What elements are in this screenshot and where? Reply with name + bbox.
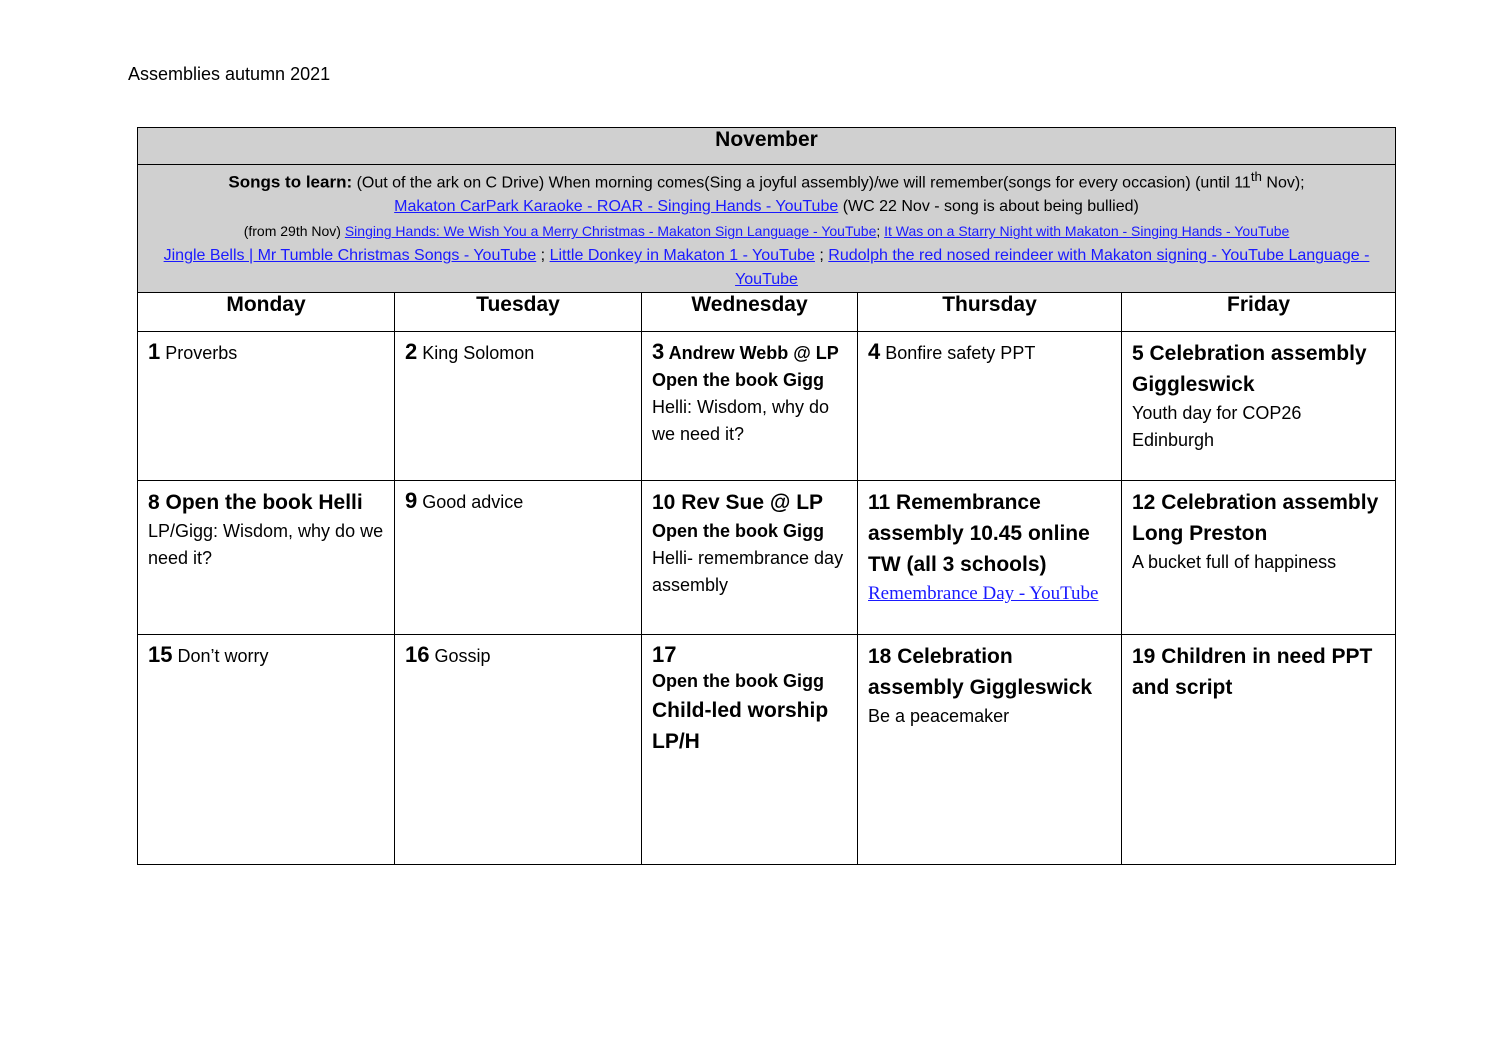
link-jingle-bells[interactable]: Jingle Bells | Mr Tumble Christmas Songs - YouTube [163, 247, 537, 265]
day-entry-line: Open the book Gigg [652, 521, 824, 542]
songs-to-learn-panel [138, 165, 1396, 293]
link1-note: (WC 22 Nov - song is about being bullied) [838, 198, 1139, 216]
link-rudolph[interactable]: Rudolph the red nosed reindeer with Makaton signing - YouTube Language - YouTube [735, 247, 1370, 289]
link-starry-night[interactable]: It Was on a Starry Night with Makaton - Singing Hands - YouTube [884, 223, 1290, 240]
day-entry-line: Open the book Gigg [652, 370, 824, 391]
day-cell-11 [858, 481, 1122, 635]
day-entry-title: 19 Children in need PPT and script [1132, 645, 1373, 700]
songs-intro: (Out of the ark on C Drive) When morning comes(Sing a joyful assembly)/we will remember(songs for every occasion) (until 11 [356, 174, 1251, 192]
day-cell-12 [1122, 481, 1396, 635]
separator: ; [814, 247, 829, 265]
day-cell-18 [858, 635, 1122, 865]
link-remembrance-day[interactable]: Remembrance Day - YouTube [868, 583, 1099, 605]
day-number: 3 [652, 339, 665, 365]
day-cell-2 [395, 332, 642, 481]
day-cell-19 [1122, 635, 1396, 865]
day-entry-title: 18 Celebration assembly Giggleswick [868, 645, 1093, 700]
day-header-monday: Monday [138, 293, 395, 332]
day-number: 4 [868, 339, 881, 365]
day-cell-10 [642, 481, 858, 635]
day-entry: King Solomon [417, 343, 535, 364]
day-entry-title: 12 Celebration assembly Long Preston [1132, 491, 1379, 546]
day-entry: A bucket full of happiness [1132, 552, 1337, 573]
day-cell-8 [138, 481, 395, 635]
separator: ; [876, 223, 885, 240]
separator: ; [536, 247, 550, 265]
day-entry: Proverbs [160, 343, 238, 364]
day-entry-line: Open the book Gigg [652, 671, 824, 692]
day-entry-title: Andrew Webb @ LP [664, 343, 839, 364]
day-number: 2 [405, 339, 418, 365]
day-number: 15 [148, 642, 173, 668]
day-entry-line: Helli- remembrance day assembly [652, 548, 844, 596]
day-entry: LP/Gigg: Wisdom, why do we need it? [148, 521, 384, 569]
day-entry: Youth day for COP26 Edinburgh [1132, 403, 1302, 451]
day-cell-4 [858, 332, 1122, 481]
day-cell-17 [642, 635, 858, 865]
november-calendar-table [137, 127, 1396, 865]
day-cell-3 [642, 332, 858, 481]
day-number: 17 [652, 642, 677, 668]
from-note: (from 29th Nov) [243, 223, 345, 240]
day-header-wednesday: Wednesday [642, 293, 858, 332]
songs-intro-sup: th [1250, 169, 1262, 184]
month-heading: November [138, 128, 1396, 165]
day-entry: Gossip [429, 646, 491, 667]
day-entry-title: Child-led worship LP/H [652, 699, 829, 754]
day-cell-1 [138, 332, 395, 481]
songs-label: Songs to learn: [228, 172, 353, 192]
day-number: 1 [148, 339, 161, 365]
songs-intro-end: Nov); [1261, 174, 1305, 192]
day-cell-9 [395, 481, 642, 635]
link-little-donkey[interactable]: Little Donkey in Makaton 1 - YouTube [549, 247, 815, 265]
day-header-friday: Friday [1122, 293, 1396, 332]
day-entry-title: 11 Remembrance assembly 10.45 online TW (all 3 schools) [868, 491, 1090, 577]
day-entry-line: Helli: Wisdom, why do we need it? [652, 397, 830, 445]
day-entry-title: 8 Open the book Helli [148, 491, 363, 515]
document-title: Assemblies autumn 2021 [128, 64, 331, 84]
day-header-thursday: Thursday [858, 293, 1122, 332]
day-cell-16 [395, 635, 642, 865]
day-entry: Bonfire safety PPT [880, 343, 1036, 364]
day-header-tuesday: Tuesday [395, 293, 642, 332]
day-number: 9 [405, 488, 418, 514]
day-entry: Be a peacemaker [868, 706, 1010, 727]
day-cell-5 [1122, 332, 1396, 481]
day-entry-title: 10 Rev Sue @ LP [652, 491, 824, 515]
day-entry: Don’t worry [172, 646, 269, 667]
day-number: 16 [405, 642, 430, 668]
day-entry-title: 5 Celebration assembly Giggleswick [1132, 342, 1367, 397]
day-entry: Good advice [417, 492, 524, 513]
day-cell-15 [138, 635, 395, 865]
link-merry-christmas[interactable]: Singing Hands: We Wish You a Merry Christmas - Makaton Sign Language - YouTube [344, 223, 877, 240]
link-makaton-carpark[interactable]: Makaton CarPark Karaoke - ROAR - Singing Hands - YouTube [394, 198, 839, 216]
